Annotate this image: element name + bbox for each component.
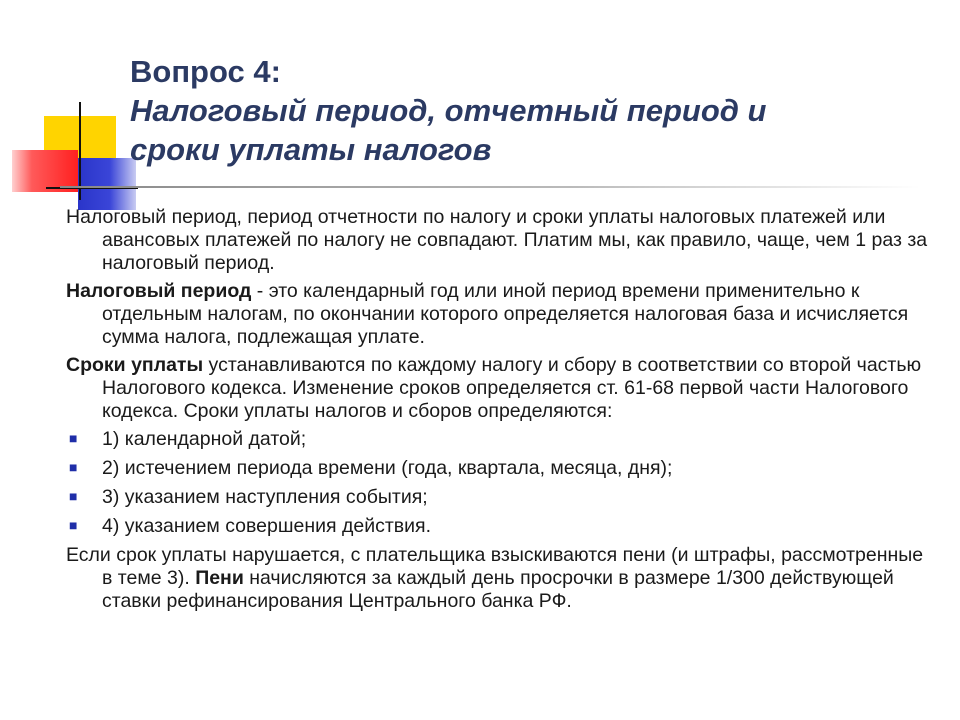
title-line-2: Налоговый период, отчетный период и xyxy=(130,93,767,128)
list-item xyxy=(66,486,936,509)
list-item-text: 4) указанием совершения действия. xyxy=(102,515,432,537)
title-divider xyxy=(60,186,920,188)
bullet-square-icon: ■ xyxy=(69,488,78,504)
list-item-text: 2) истечением периода времени (года, квартала, месяца, дня); xyxy=(102,457,673,479)
title-line-1: Вопрос 4: xyxy=(130,54,281,89)
tax-period-definition: - это календарный год или иной период времени применительно к отдельным налогам, по окончании которого определяется налоговая база и исчисляется сумма налога, подлежащая уплате. xyxy=(102,280,909,348)
slide-body xyxy=(66,206,936,618)
paragraph-tax-period xyxy=(66,280,936,349)
penalties-rest-text: начисляются за каждый день просрочки в размере 1/300 действующей ставки рефинансирования Центрального банка РФ. xyxy=(102,567,894,612)
blue-square xyxy=(78,158,136,210)
paragraph-payment-deadlines xyxy=(66,354,936,423)
bullet-square-icon: ■ xyxy=(69,430,78,446)
paragraph-intro xyxy=(66,206,936,275)
slide-title xyxy=(130,52,930,169)
paragraph-penalties xyxy=(66,544,936,613)
term-payment-deadlines: Сроки уплаты xyxy=(66,354,204,376)
list-item xyxy=(66,457,936,480)
bullet-square-icon: ■ xyxy=(69,517,78,533)
title-line-3: сроки уплаты налогов xyxy=(130,132,492,167)
penalties-intro-text: Если срок уплаты нарушается, с плательщика взыскиваются пени (и штрафы, рассмотренные в теме 3). xyxy=(66,544,924,589)
paragraph-intro-text: Налоговый период, период отчетности по налогу и сроки уплаты налоговых платежей или авансовых платежей по налогу не совпадают. Платим мы, как правило, чаще, чем 1 раз за налоговый период. xyxy=(66,206,928,274)
list-item-text: 1) календарной датой; xyxy=(102,428,307,450)
decorative-blocks xyxy=(0,0,140,210)
term-tax-period: Налоговый период xyxy=(66,280,252,302)
term-penalties: Пени xyxy=(195,567,244,589)
list-item xyxy=(66,428,936,451)
payment-deadlines-text: устанавливаются по каждому налогу и сбору в соответствии со второй частью Налогового кодекса. Изменение сроков определяется ст. 61-68 первой части Налогового кодекса. Сроки уплаты налогов и сборов определяются: xyxy=(102,354,922,422)
list-item xyxy=(66,515,936,538)
bullet-square-icon: ■ xyxy=(69,459,78,475)
list-item-text: 3) указанием наступления события; xyxy=(102,486,428,508)
